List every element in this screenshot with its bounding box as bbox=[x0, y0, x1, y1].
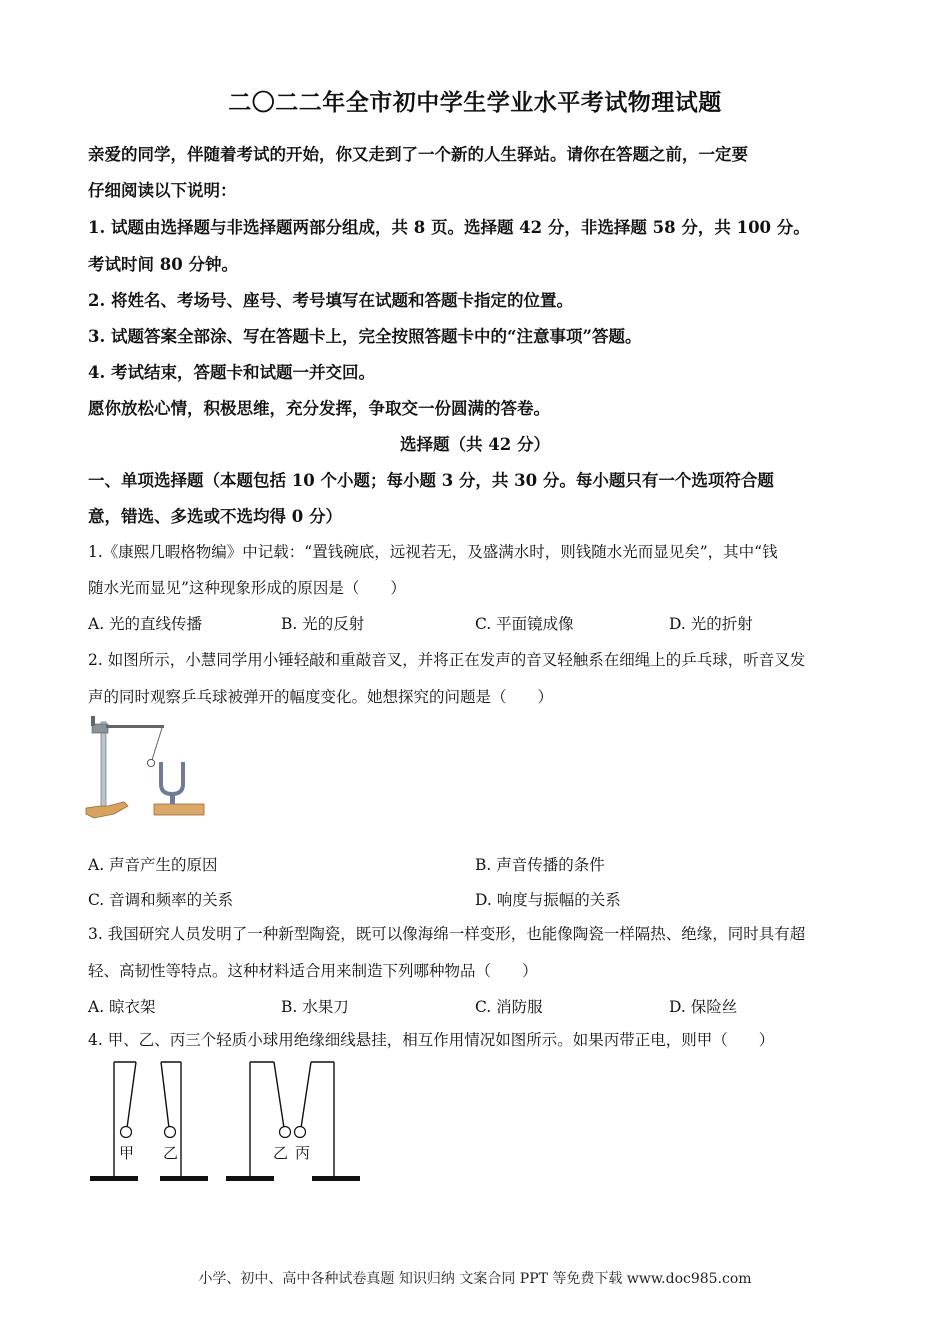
fork-base bbox=[154, 804, 204, 815]
ball-yi-2 bbox=[280, 1127, 291, 1138]
charged-balls-figure bbox=[86, 1056, 366, 1186]
wish-line: 愿你放松心情，积极思维，充分发挥，争取交一份圆满的答卷。 bbox=[88, 399, 550, 418]
left-base-1 bbox=[90, 1176, 138, 1181]
right-base-1 bbox=[226, 1176, 274, 1181]
q3-option-c: C. 消防服 bbox=[475, 998, 543, 1016]
question-2-stem-cont: 声的同时观察乒乓球被弹开的幅度变化。她想探究的问题是（ ） bbox=[88, 688, 554, 706]
part-1-heading-cont: 意，错选、多选或不选均得 0 分） bbox=[88, 507, 342, 526]
tuning-fork-figure bbox=[84, 712, 214, 824]
q3-option-d: D. 保险丝 bbox=[669, 998, 738, 1016]
ball-yi-1 bbox=[165, 1127, 176, 1138]
thread-jia bbox=[127, 1062, 136, 1128]
q2-option-c: C. 音调和频率的关系 bbox=[88, 891, 234, 909]
q3-option-a: A. 晾衣架 bbox=[88, 998, 156, 1016]
q2-option-b: B. 声音传播的条件 bbox=[475, 856, 605, 874]
intro-line-2: 仔细阅读以下说明： bbox=[88, 181, 237, 200]
part-1-heading: 一、单项选择题（本题包括 10 个小题；每小题 3 分，共 30 分。每小题只有一个选项符合题 bbox=[88, 471, 774, 490]
thread-yi-1 bbox=[161, 1062, 169, 1128]
instruction-1-cont: 考试时间 80 分钟。 bbox=[88, 255, 238, 274]
q3-option-b: B. 水果刀 bbox=[281, 998, 349, 1016]
q2-option-d: D. 响度与振幅的关系 bbox=[475, 891, 621, 909]
question-3-stem-cont: 轻、高韧性等特点。这种材料适合用来制造下列哪种物品（ ） bbox=[88, 962, 538, 980]
intro-line-1: 亲爱的同学，伴随着考试的开始，你又走到了一个新的人生驿站。请你在答题之前，一定要 bbox=[88, 145, 748, 164]
label-jia: 甲 bbox=[119, 1144, 135, 1162]
question-4-stem: 4. 甲、乙、丙三个轻质小球用绝缘细线悬挂，相互作用情况如图所示。如果丙带正电，则甲（ ） bbox=[88, 1031, 775, 1049]
ping-pong-ball bbox=[147, 759, 154, 766]
fork-stem bbox=[170, 793, 175, 804]
question-1-stem: 1.《康熙几暇格物编》中记载：“置钱碗底，远视若无，及盛满水时，则钱随水光而显见矣”，其中“钱 bbox=[88, 543, 778, 561]
label-yi-1: 乙 bbox=[163, 1144, 179, 1162]
string bbox=[152, 728, 162, 760]
section-heading: 选择题（共 42 分） bbox=[400, 435, 550, 454]
question-1-stem-cont: 随水光而显见”这种现象形成的原因是（ ） bbox=[88, 579, 406, 597]
instruction-4: 4. 考试结束，答题卡和试题一并交回。 bbox=[88, 363, 375, 382]
right-base-2 bbox=[312, 1176, 360, 1181]
thread-yi-2 bbox=[274, 1062, 284, 1128]
stand-rod bbox=[101, 722, 106, 810]
q1-option-c: C. 平面镜成像 bbox=[475, 615, 574, 633]
instruction-2: 2. 将姓名、考场号、座号、考号填写在试题和答题卡指定的位置。 bbox=[88, 291, 573, 310]
instruction-1: 1. 试题由选择题与非选择题两部分组成，共 8 页。选择题 42 分，非选择题 58 分，共 100 分。 bbox=[88, 218, 810, 237]
clamp-screw bbox=[91, 716, 95, 726]
stand-arm bbox=[106, 725, 164, 728]
instruction-3: 3. 试题答案全部涂、写在答题卡上，完全按照答题卡中的“注意事项”答题。 bbox=[88, 327, 642, 346]
q2-option-a: A. 声音产生的原因 bbox=[88, 856, 218, 874]
thread-bing bbox=[301, 1062, 311, 1128]
label-bing: 丙 bbox=[295, 1144, 311, 1162]
tuning-fork bbox=[161, 762, 183, 794]
left-base-2 bbox=[160, 1176, 208, 1181]
stand-base bbox=[86, 802, 128, 818]
ball-bing bbox=[295, 1127, 306, 1138]
q1-option-d: D. 光的折射 bbox=[669, 615, 753, 633]
label-yi-2: 乙 bbox=[273, 1144, 289, 1162]
q1-option-b: B. 光的反射 bbox=[281, 615, 365, 633]
page-footer: 小学、初中、高中各种试卷真题 知识归纳 文案合同 PPT 等免费下载 www.doc985.com bbox=[198, 1271, 752, 1287]
q1-option-a: A. 光的直线传播 bbox=[88, 615, 203, 633]
question-2-stem: 2. 如图所示，小慧同学用小锤轻敲和重敲音叉，并将正在发声的音叉轻触系在细绳上的乒乓球，听音叉发 bbox=[88, 651, 806, 669]
ball-jia bbox=[121, 1127, 132, 1138]
question-3-stem: 3. 我国研究人员发明了一种新型陶瓷，既可以像海绵一样变形，也能像陶瓷一样隔热、绝缘，同时具有超 bbox=[88, 925, 806, 943]
page-title: 二〇二二年全市初中学生学业水平考试物理试题 bbox=[228, 89, 722, 116]
